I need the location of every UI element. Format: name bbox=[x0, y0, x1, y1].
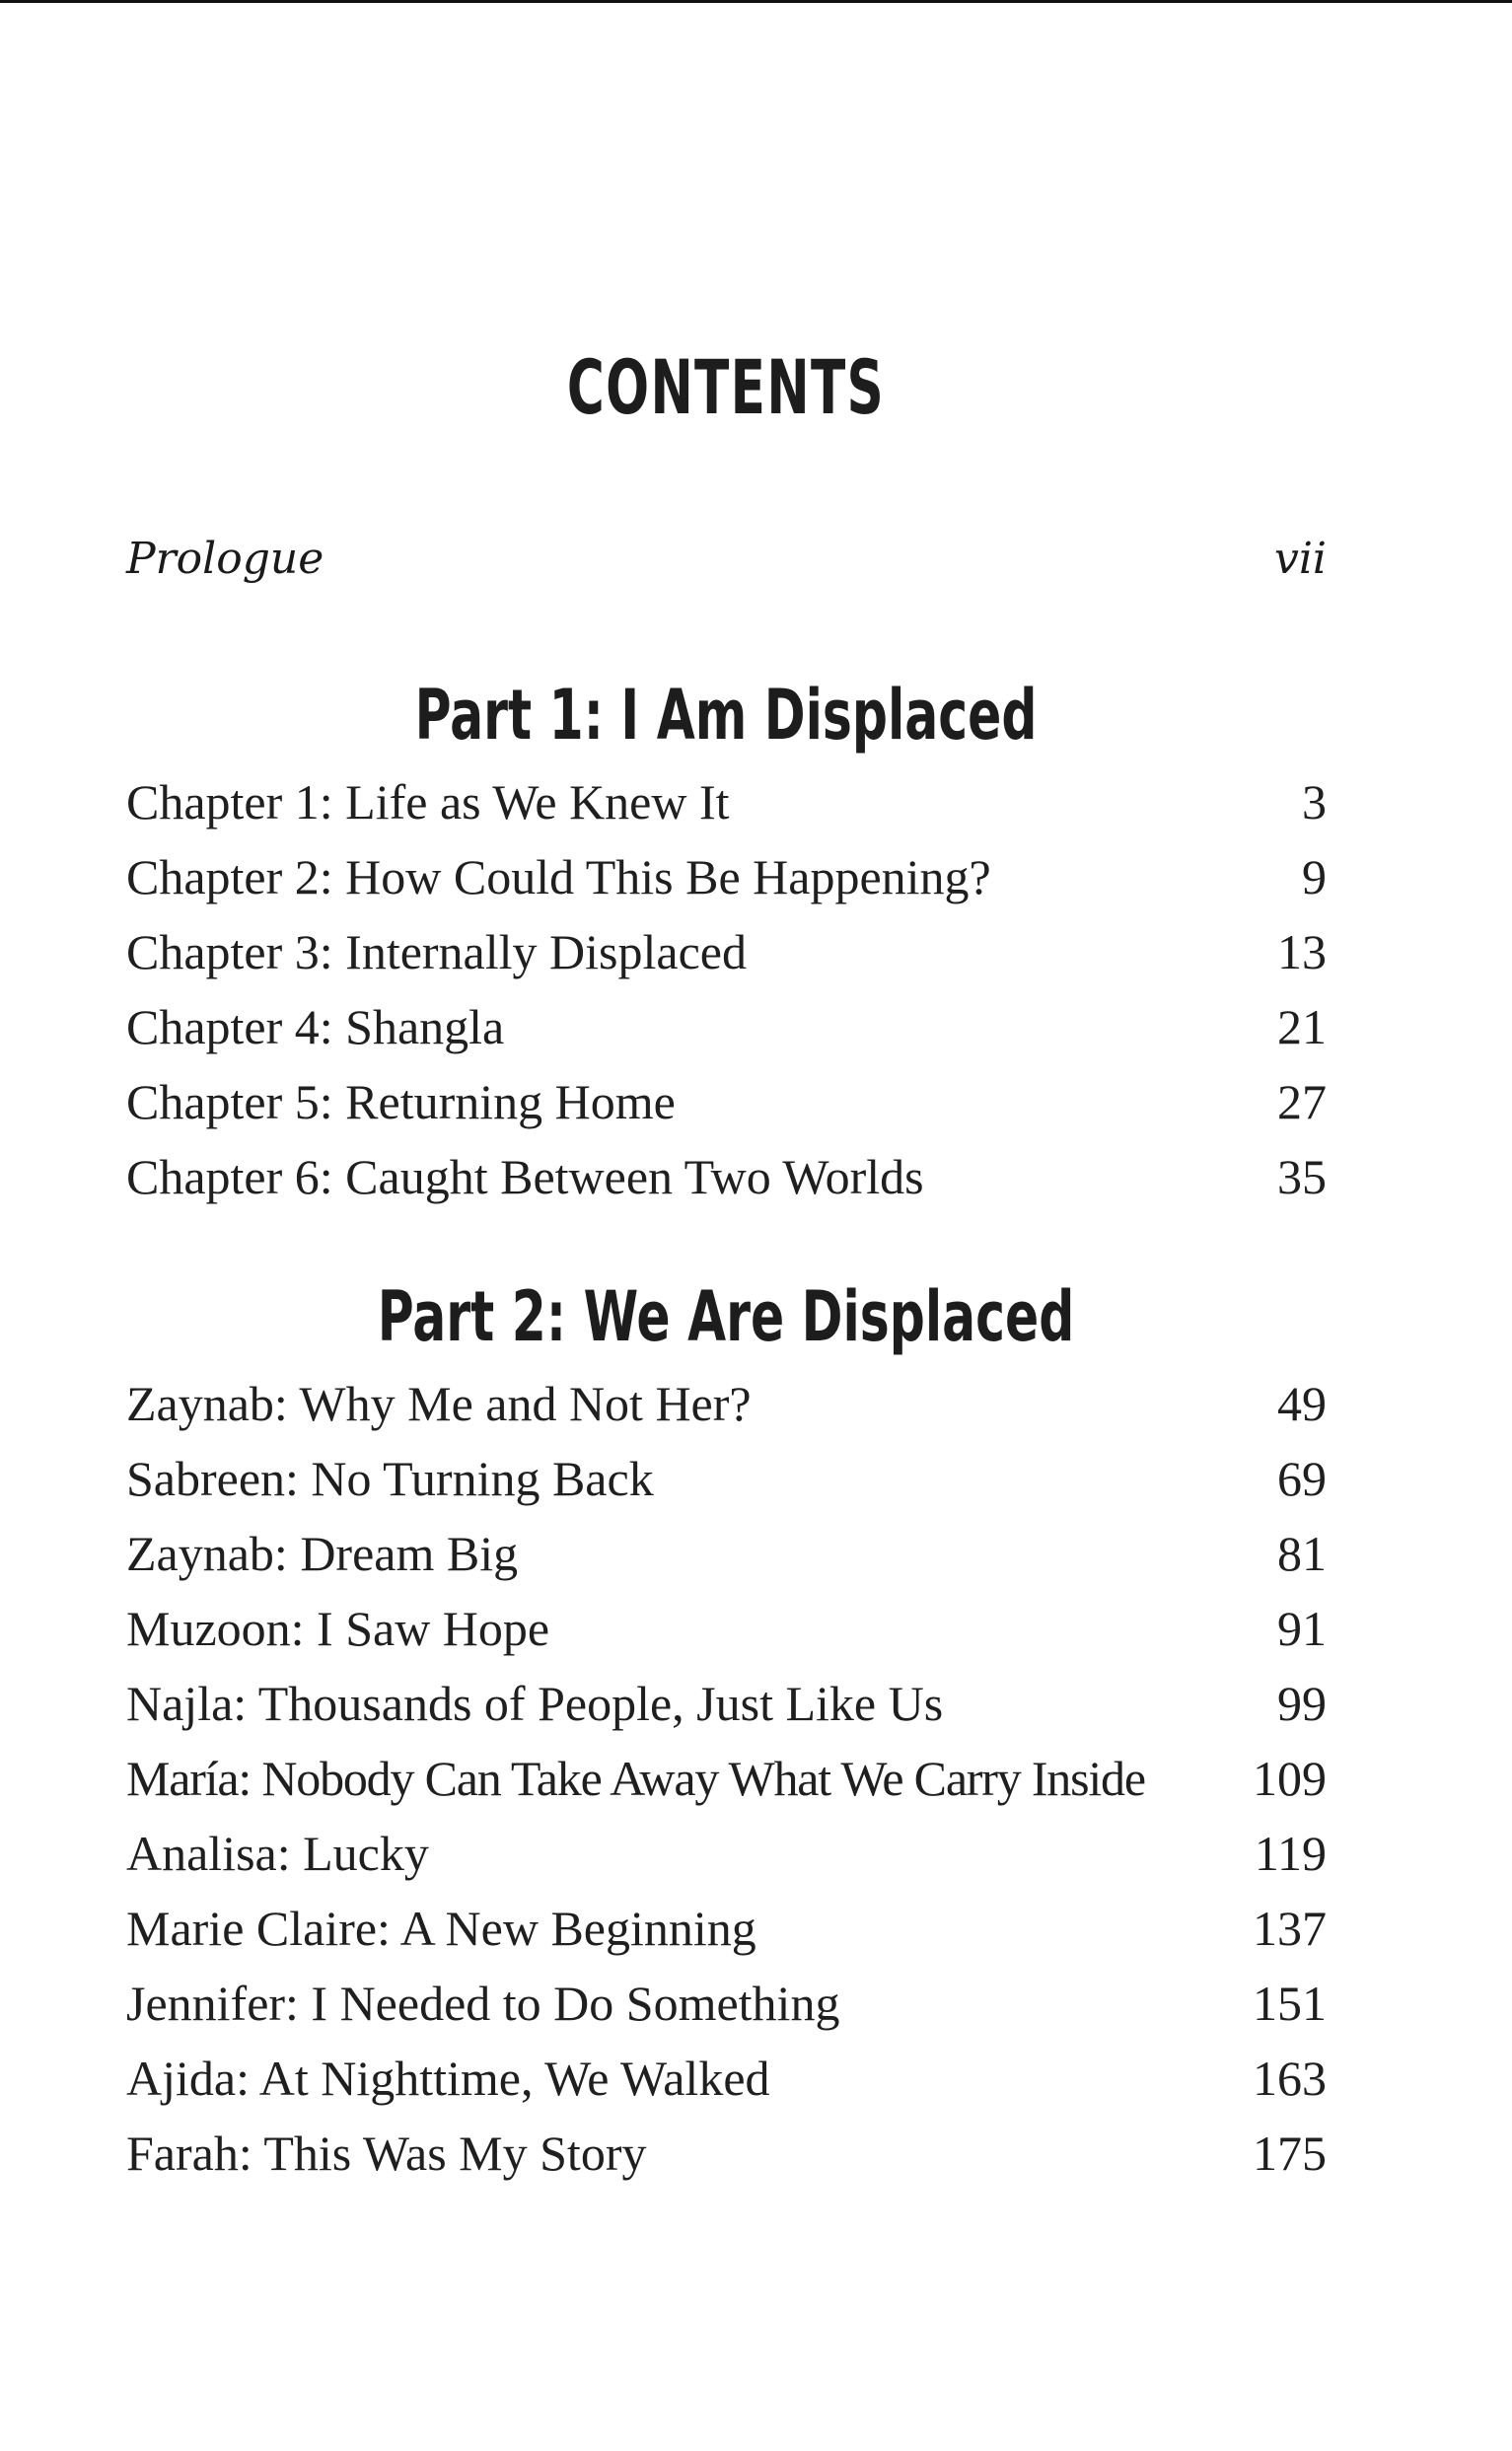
entry-title: Chapter 2: How Could This Be Happening? bbox=[126, 849, 991, 904]
toc-entry[interactable] bbox=[126, 1741, 1327, 1816]
part-1-chapter-list bbox=[126, 764, 1327, 1214]
prologue-page-number: vii bbox=[1273, 534, 1327, 584]
entry-page-number: 99 bbox=[1277, 1676, 1327, 1731]
entry-title: Chapter 1: Life as We Knew It bbox=[126, 774, 730, 829]
entry-page-number: 163 bbox=[1253, 2051, 1327, 2106]
entry-title: Najla: Thousands of People, Just Like Us bbox=[126, 1676, 944, 1731]
page-title: CONTENTS bbox=[566, 343, 886, 431]
entry-title: Chapter 5: Returning Home bbox=[126, 1074, 676, 1129]
prologue-entry[interactable] bbox=[126, 534, 1327, 584]
entry-title: Chapter 3: Internally Displaced bbox=[126, 924, 747, 979]
toc-entry[interactable] bbox=[126, 1064, 1327, 1139]
toc-entry[interactable] bbox=[126, 1441, 1327, 1516]
toc-entry[interactable] bbox=[126, 1966, 1327, 2041]
entry-page-number: 137 bbox=[1253, 1901, 1327, 1956]
toc-entry[interactable] bbox=[126, 1591, 1327, 1666]
entry-title: Farah: This Was My Story bbox=[126, 2126, 647, 2181]
toc-entry[interactable] bbox=[126, 764, 1327, 839]
entry-page-number: 151 bbox=[1253, 1976, 1327, 2031]
toc-entry[interactable] bbox=[126, 1666, 1327, 1741]
toc-entry[interactable] bbox=[126, 1139, 1327, 1214]
entry-page-number: 91 bbox=[1277, 1601, 1327, 1656]
part-2-story-list bbox=[126, 1366, 1327, 2191]
toc-entry[interactable] bbox=[126, 1366, 1327, 1441]
entry-page-number: 81 bbox=[1277, 1526, 1327, 1581]
entry-page-number: 35 bbox=[1277, 1149, 1327, 1204]
toc-entry[interactable] bbox=[126, 2041, 1327, 2116]
entry-page-number: 109 bbox=[1253, 1751, 1327, 1806]
toc-entry[interactable] bbox=[126, 1516, 1327, 1591]
toc-entry[interactable] bbox=[126, 914, 1327, 989]
entry-title: Sabreen: No Turning Back bbox=[126, 1451, 654, 1506]
entry-page-number: 69 bbox=[1277, 1451, 1327, 1506]
entry-title: Chapter 6: Caught Between Two Worlds bbox=[126, 1149, 924, 1204]
entry-page-number: 119 bbox=[1254, 1826, 1327, 1881]
prologue-title: Prologue bbox=[126, 534, 324, 584]
part-2-heading: Part 2: We Are Displaced bbox=[377, 1276, 1075, 1357]
entry-page-number: 175 bbox=[1253, 2126, 1327, 2181]
entry-title: Jennifer: I Needed to Do Something bbox=[126, 1976, 840, 2031]
entry-title: Zaynab: Why Me and Not Her? bbox=[126, 1376, 752, 1431]
toc-entry[interactable] bbox=[126, 1816, 1327, 1891]
entry-title: Marie Claire: A New Beginning bbox=[126, 1901, 756, 1956]
entry-page-number: 21 bbox=[1277, 999, 1327, 1054]
toc-entry[interactable] bbox=[126, 2116, 1327, 2191]
entry-page-number: 49 bbox=[1277, 1376, 1327, 1431]
entry-page-number: 27 bbox=[1277, 1074, 1327, 1129]
toc-entry[interactable] bbox=[126, 989, 1327, 1064]
part-1-heading: Part 1: I Am Displaced bbox=[414, 675, 1038, 756]
entry-page-number: 9 bbox=[1302, 849, 1327, 904]
toc-entry[interactable] bbox=[126, 1891, 1327, 1966]
entry-page-number: 3 bbox=[1302, 774, 1327, 829]
entry-title: Ajida: At Nighttime, We Walked bbox=[126, 2051, 770, 2106]
entry-title: Muzoon: I Saw Hope bbox=[126, 1601, 550, 1656]
entry-title: Chapter 4: Shangla bbox=[126, 999, 505, 1054]
entry-title: Analisa: Lucky bbox=[126, 1826, 429, 1881]
toc-entry[interactable] bbox=[126, 839, 1327, 914]
entry-page-number: 13 bbox=[1277, 924, 1327, 979]
entry-title: Zaynab: Dream Big bbox=[126, 1526, 519, 1581]
entry-title: María: Nobody Can Take Away What We Carry Inside bbox=[126, 1751, 1145, 1806]
